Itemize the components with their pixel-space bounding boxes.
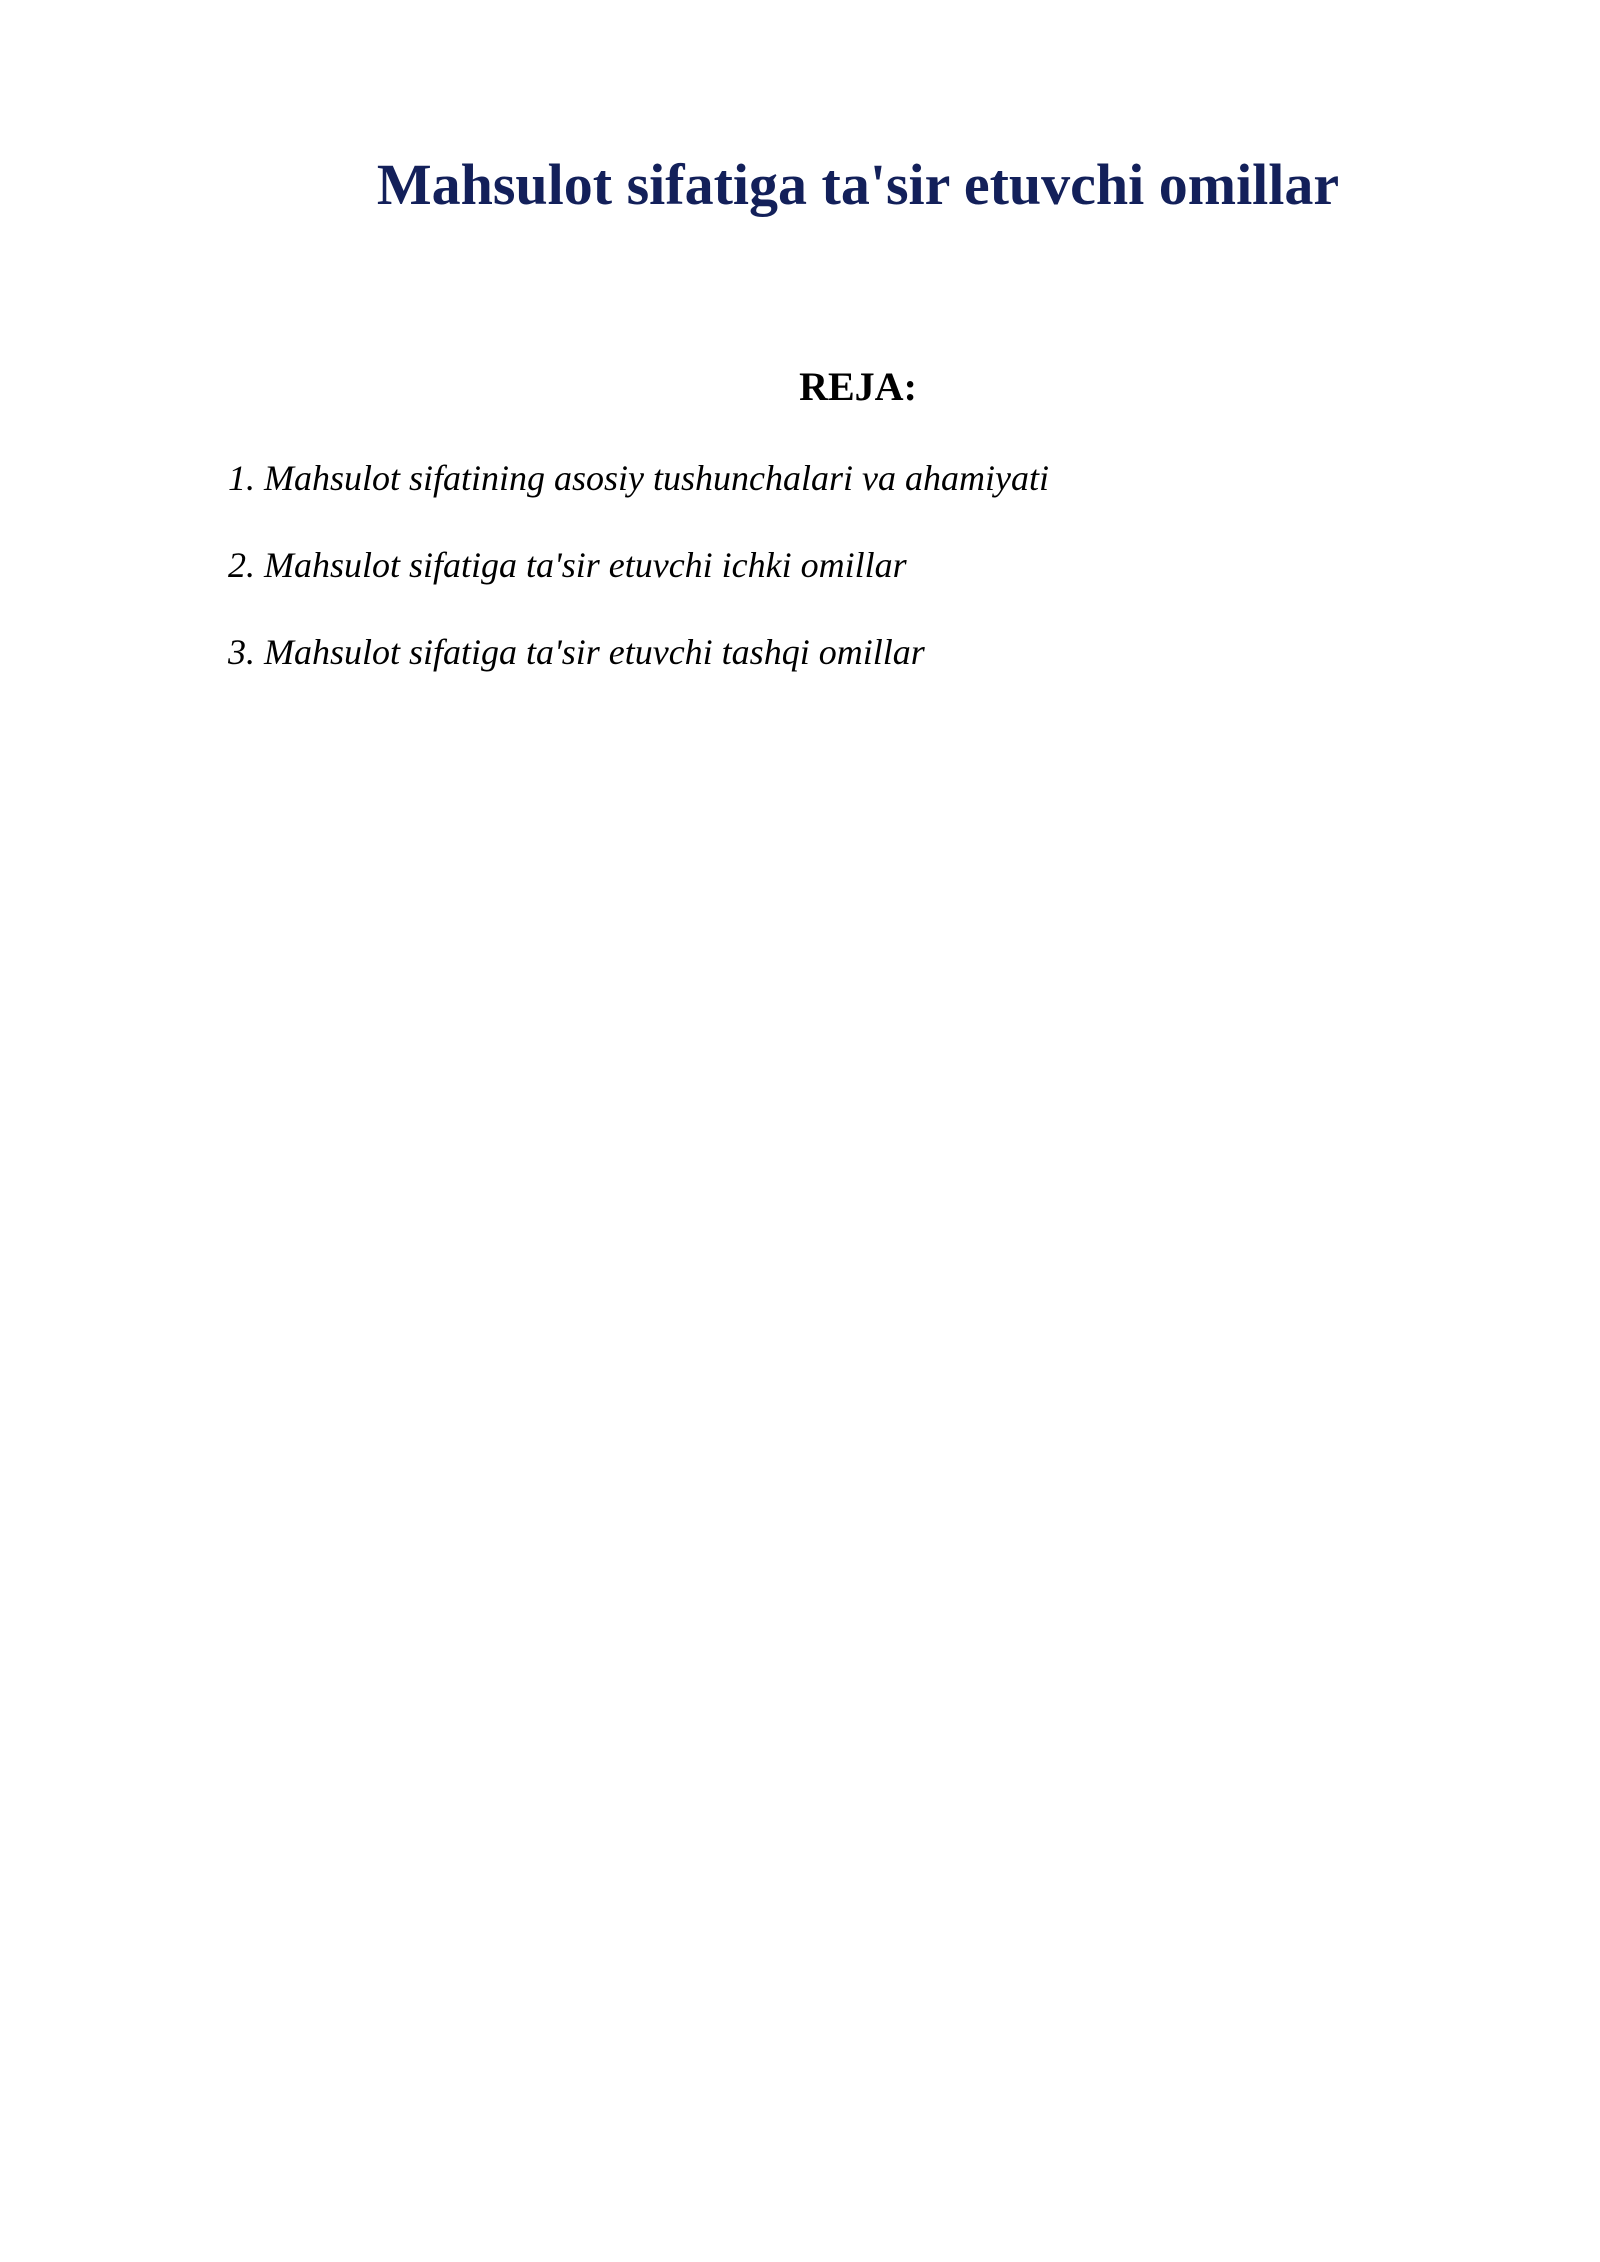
plan-item-2: 2. Mahsulot sifatiga ta'sir etuvchi ichki omillar <box>228 545 907 585</box>
plan-list <box>228 456 1049 717</box>
plan-item-3: 3. Mahsulot sifatiga ta'sir etuvchi tashqi omillar <box>228 632 925 672</box>
plan-item-1: 1. Mahsulot sifatining asosiy tushunchalari va ahamiyati <box>228 458 1049 498</box>
page-title: Mahsulot sifatiga ta'sir etuvchi omillar <box>376 152 1340 217</box>
plan-heading: REJA: <box>799 364 917 409</box>
